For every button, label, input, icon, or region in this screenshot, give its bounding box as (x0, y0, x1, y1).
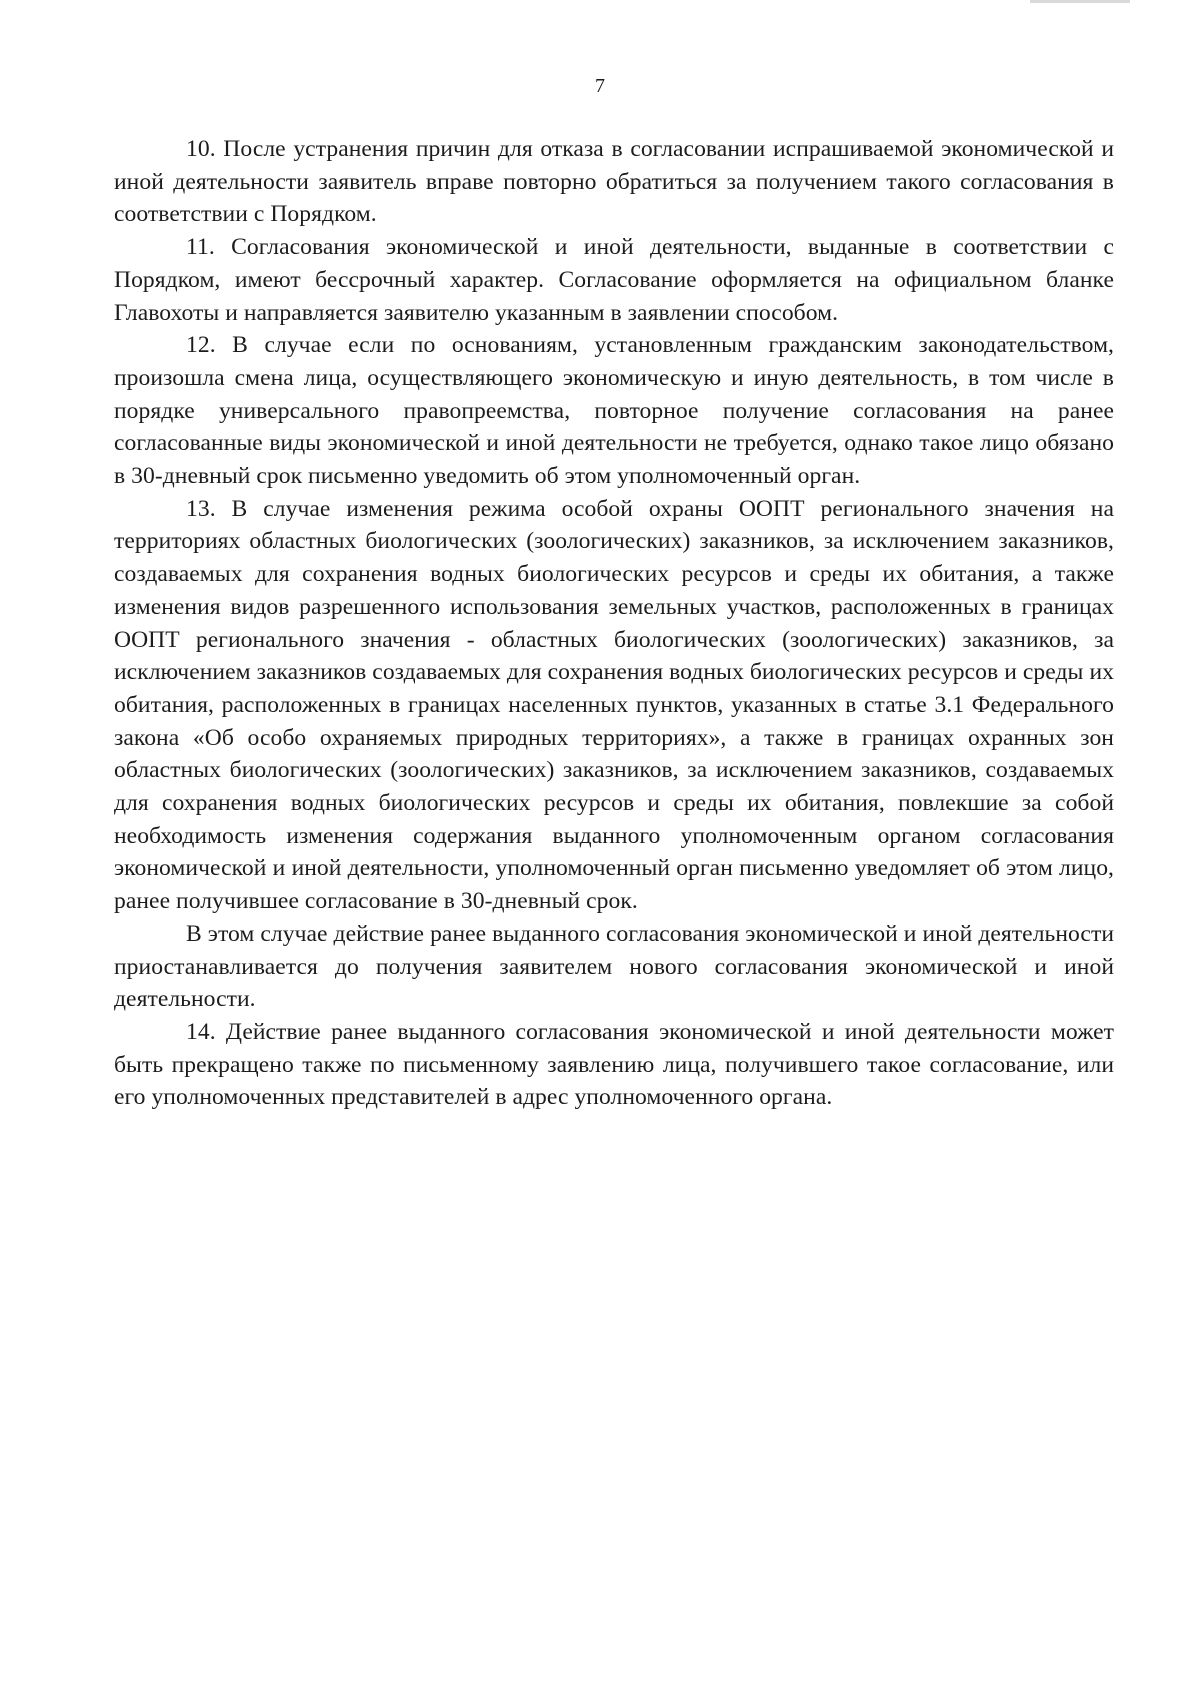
paragraph-10: 10. После устранения причин для отказа в согласовании испрашиваемой экономической и иной деятельности заявитель вправе повторно обратиться за получением такого согласования в соответствии с Порядком. (114, 136, 1114, 228)
paragraph-14: 14. Действие ранее выданного согласования экономической и иной деятельности может быть прекращено также по письменному заявлению лица, получившего такое согласование, или его уполномоченных представителей в адрес уполномоченного органа. (114, 1018, 1114, 1111)
paragraph-12: 12. В случае если по основаниям, установленным гражданским законодательством, произошла смена лица, осуществляющего экономическую и иную деятельность, в том числе в порядке универсального правопреемства, повторное получение согласования на ранее согласованные виды экономической и иной деятельности не требуется, однако такое лицо обязано в 30-дневный срок письменно уведомить об этом уполномоченный орган. (114, 332, 1114, 490)
page-number: 7 (595, 75, 605, 97)
paragraph-13: 13. В случае изменения режима особой охраны ООПТ регионального значения на территориях областных биологических (зоологических) заказников, за исключением заказников, создаваемых для сохранения водных биологических ресурсов и среды их обитания, а также изменения видов разрешенного использования земельных участков, расположенных в границах ООПТ регионального значения - областных биологических (зоологических) заказников, за исключением заказников создаваемых для сохранения водных биологических ресурсов и среды их обитания, расположенных в границах населенных пунктов, указанных в статье 3.1 Федерального закона «Об особо охраняемых природных территориях», а также в границах охранных зон областных биологических (зоологических) заказников, за исключением заказников, создаваемых для сохранения водных биологических ресурсов и среды их обитания, повлекшие за собой необходимость изменения содержания выданного уполномоченным органом согласования экономической и иной деятельности, уполномоченный орган письменно уведомляет об этом лицо, ранее получившее согласование в 30-дневный срок. (114, 495, 1114, 915)
paragraph-11: 11. Согласования экономической и иной деятельности, выданные в соответствии с Порядком, имеют бессрочный характер. Согласование оформляется на официальном бланке Главохоты и направляется заявителю указанным в заявлении способом. (114, 234, 1114, 326)
scan-artifact (1030, 0, 1130, 3)
paragraph-13-continuation: В этом случае действие ранее выданного согласования экономической и иной деятельности приостанавливается до получения заявителем нового согласования экономической и иной деятельности. (114, 920, 1114, 1013)
document-body (114, 133, 1114, 1114)
